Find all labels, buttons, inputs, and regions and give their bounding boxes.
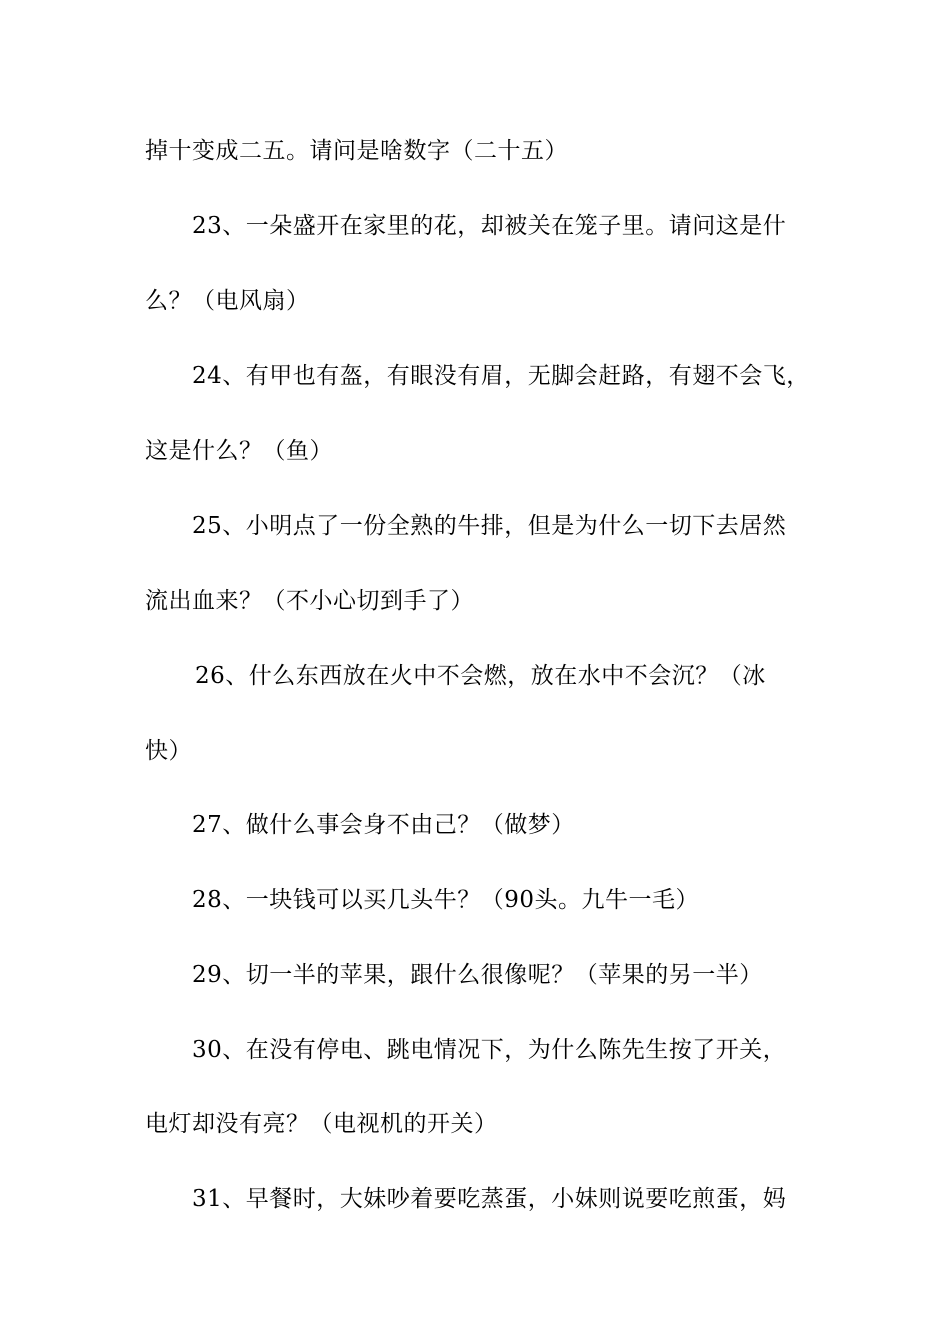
text-line: 28、一块钱可以买几头牛？（90头。九牛一毛） — [192, 887, 700, 913]
text-line: 26、什么东西放在火中不会燃，放在水中不会沉？（冰 — [195, 663, 766, 689]
text-line: 快） — [145, 738, 192, 764]
text-line: 25、小明点了一份全熟的牛排，但是为什么一切下去居然 — [192, 513, 787, 539]
text-line: 30、在没有停电、跳电情况下，为什么陈先生按了开关， — [192, 1037, 787, 1063]
text-line: 流出血来？（不小心切到手了） — [145, 588, 474, 614]
text-line: 27、做什么事会身不由己？（做梦） — [192, 812, 575, 838]
text-line: 31、早餐时，大妹吵着要吃蒸蛋，小妹则说要吃煎蛋，妈 — [192, 1186, 787, 1212]
text-line: 么？（电风扇） — [145, 288, 310, 314]
text-line: 29、切一半的苹果，跟什么很像呢？（苹果的另一半） — [192, 962, 763, 988]
text-line: 掉十变成二五。请问是啥数字（二十五） — [145, 138, 568, 164]
text-line: 24、有甲也有盔，有眼没有眉，无脚会赶路，有翅不会飞， — [192, 363, 810, 389]
text-line: 电灯却没有亮？（电视机的开关） — [145, 1111, 498, 1137]
text-line: 23、一朵盛开在家里的花，却被关在笼子里。请问这是什 — [192, 213, 787, 239]
text-line: 这是什么？（鱼） — [145, 438, 333, 464]
